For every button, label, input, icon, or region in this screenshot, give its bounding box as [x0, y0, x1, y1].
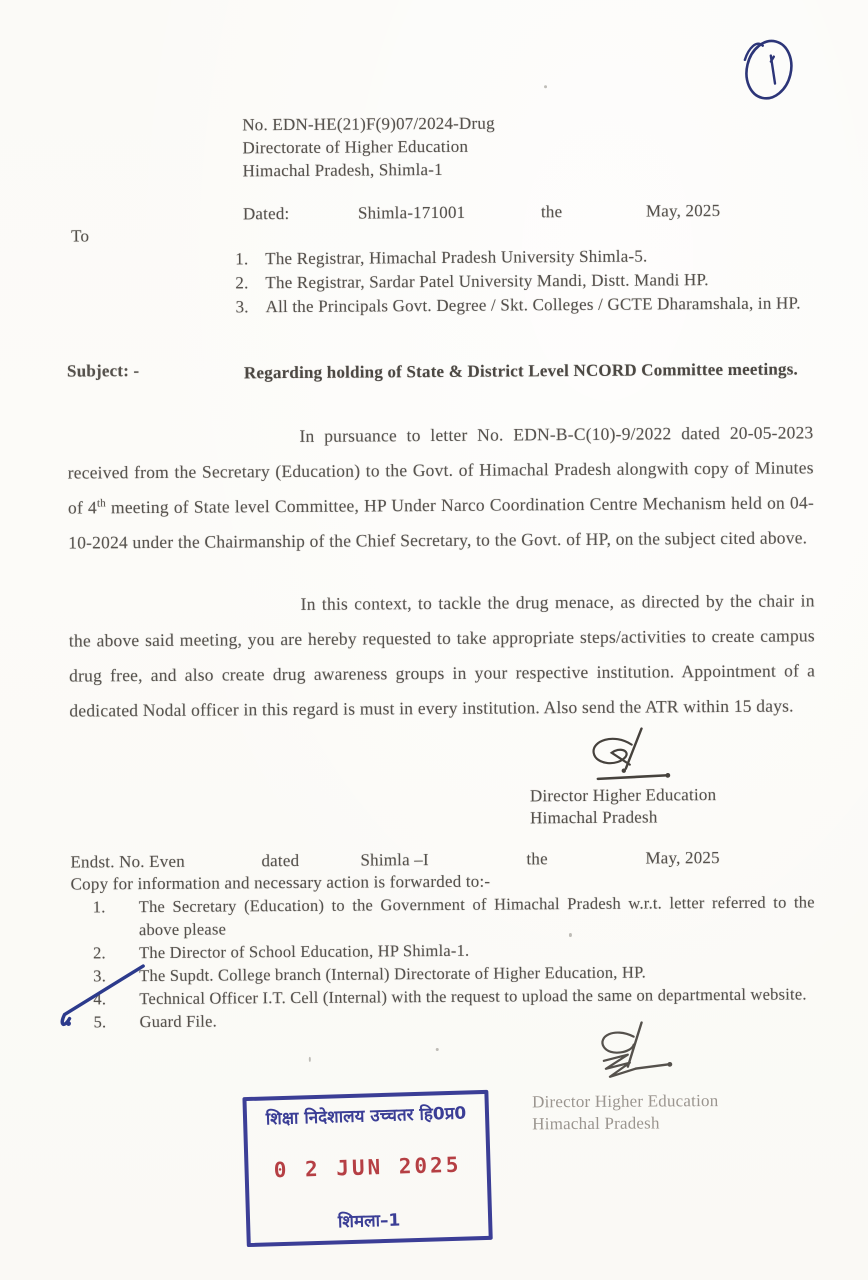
- endst-place: Shimla –I: [360, 850, 429, 870]
- signature-2: [584, 1020, 684, 1089]
- signatory-org: Himachal Pradesh: [532, 1113, 660, 1134]
- office-address: Himachal Pradesh, Shimla-1: [242, 159, 443, 181]
- recipient-text: The Registrar, Sardar Patel University Mandi, Distt. Mandi HP.: [265, 270, 709, 293]
- copy-forward-line: Copy for information and necessary action is forwarded to:-: [70, 871, 491, 894]
- stamp-date: 0 2 JUN 2025: [273, 1152, 462, 1183]
- copy-text: The Director of School Education, HP Shimla-1.: [139, 940, 470, 963]
- copy-item: [93, 1005, 815, 1033]
- office-receipt-stamp: [242, 1090, 492, 1247]
- item-number: 3.: [235, 297, 249, 317]
- signatory-block-1: [530, 784, 717, 829]
- endorsement-row: [2, 847, 868, 872]
- item-number: 2.: [235, 273, 249, 293]
- endst-date: May, 2025: [645, 848, 720, 868]
- item-number: 1.: [92, 897, 106, 917]
- copy-list: [93, 890, 816, 1033]
- recipient-list: [235, 243, 813, 319]
- signature-scribble-icon: [580, 726, 680, 783]
- pen-tick-mark: [55, 960, 156, 1037]
- endst-the-word: the: [526, 849, 548, 869]
- to-label: To: [70, 226, 90, 246]
- item-number: 5.: [93, 1012, 107, 1032]
- letter-date: May, 2025: [645, 200, 721, 221]
- dated-label: Dated:: [242, 204, 290, 224]
- para1-post: meeting of State level Committee, HP Under Narco Coordination Centre Mechanism held on 04-10-2024 under the Chairmanship of the Chief Secretary, to the Govt. of HP, on the subject cited above.: [68, 492, 814, 553]
- signature-scribble-icon: [584, 1020, 684, 1089]
- the-word: the: [540, 202, 563, 222]
- stamp-place: शिमला–1: [337, 1210, 401, 1233]
- body-paragraph-2: In this context, to tackle the drug menace, as directed by the chair in the above said meeting, you are hereby requested to take appropriate steps/activities to create campus drug free, and also create drug awareness groups in your respective institution. Appointment of a dedicated Nodal officer in this regard is must in every institution. Also send the ATR within 15 days.: [68, 590, 816, 721]
- para1-superscript: th: [96, 497, 106, 510]
- reference-number: No. EDN-HE(21)F(9)07/2024-Drug: [242, 113, 495, 135]
- subject-label: Subject: -: [66, 361, 140, 381]
- copy-item: [93, 890, 815, 941]
- para1-pre: In pursuance to letter No. EDN-B-C(10)-9/2022 dated 20-05-2023 received from the Secretary (Education) to the Govt. of Himachal Pradesh alongwith copy of Minutes of 4: [67, 422, 814, 518]
- signature-1: [580, 726, 680, 783]
- subject-text: Regarding holding of State & District Level NCORD Committee meetings.: [243, 359, 799, 383]
- item-number: 3.: [93, 966, 107, 986]
- endst-number: Endst. No. Even: [70, 851, 185, 872]
- body-paragraph-1: [67, 415, 814, 560]
- recipient-text: The Registrar, Himachal Pradesh University Shimla-5.: [265, 246, 648, 269]
- scan-speck: [544, 85, 547, 88]
- copy-text: The Supdt. College branch (Internal) Directorate of Higher Education, HP.: [139, 962, 646, 986]
- item-number: 1.: [235, 249, 249, 269]
- endst-dated-label: dated: [261, 850, 300, 871]
- copy-text: The Secretary (Education) to the Government of Himachal Pradesh w.r.t. letter referred to the above please: [138, 892, 815, 940]
- signatory-block-2: [532, 1090, 719, 1135]
- scan-speck: [569, 933, 572, 937]
- item-number: 4.: [93, 989, 107, 1009]
- place-pincode: Shimla-171001: [357, 202, 466, 223]
- recipient-item: [235, 291, 813, 319]
- copy-text: Technical Officer I.T. Cell (Internal) with the request to upload the same on departmental website.: [139, 984, 807, 1009]
- circled-page-number: [729, 25, 808, 110]
- item-number: 2.: [93, 943, 106, 963]
- office-name: Directorate of Higher Education: [242, 136, 469, 158]
- pen-circle-icon: [729, 25, 808, 110]
- stamp-office-line: शिक्षा निदेशालय उच्चतर हि0प्र0: [265, 1103, 467, 1130]
- copy-text: Guard File.: [139, 1011, 217, 1032]
- scan-speck: [436, 1048, 439, 1051]
- scan-speck: [309, 1057, 311, 1062]
- tick-mark-icon: [55, 960, 156, 1037]
- recipient-text: All the Principals Govt. Degree / Skt. Colleges / GCTE Dharamshala, in HP.: [265, 293, 801, 317]
- signatory-title: Director Higher Education: [529, 785, 717, 806]
- dated-row: [0, 200, 866, 224]
- signatory-org: Himachal Pradesh: [530, 807, 658, 828]
- signatory-title: Director Higher Education: [532, 1091, 719, 1112]
- letter-head: [242, 112, 495, 183]
